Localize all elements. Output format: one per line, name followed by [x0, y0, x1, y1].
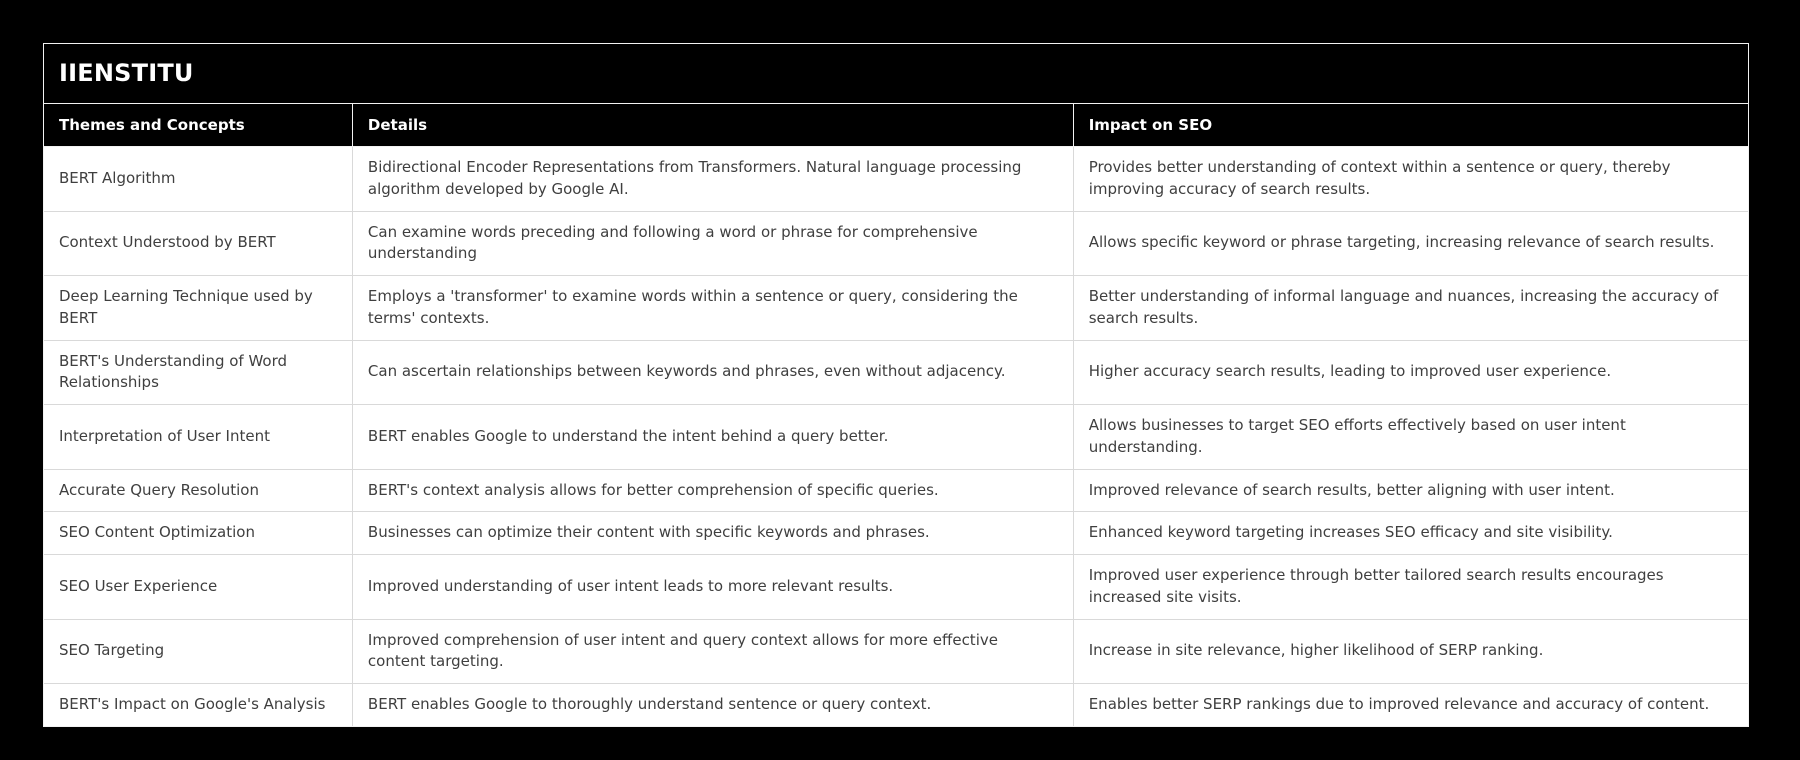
table-row — [44, 555, 1748, 620]
theme-cell: Context Understood by BERT — [44, 211, 352, 276]
details-cell: Can examine words preceding and following a word or phrase for comprehensive understanding — [352, 211, 1073, 276]
details-cell: BERT's context analysis allows for better comprehension of specific queries. — [352, 469, 1073, 512]
details-cell: BERT enables Google to thoroughly understand sentence or query context. — [352, 684, 1073, 726]
table-row — [44, 405, 1748, 470]
theme-cell: BERT's Impact on Google's Analysis — [44, 684, 352, 726]
theme-cell: SEO Content Optimization — [44, 512, 352, 555]
details-cell: Bidirectional Encoder Representations from Transformers. Natural language processing algorithm developed by Google AI. — [352, 147, 1073, 212]
details-cell: BERT enables Google to understand the intent behind a query better. — [352, 405, 1073, 470]
impact-cell: Better understanding of informal language and nuances, increasing the accuracy of search results. — [1073, 276, 1748, 341]
impact-cell: Enables better SERP rankings due to improved relevance and accuracy of content. — [1073, 684, 1748, 726]
table-header — [44, 104, 1748, 147]
impact-cell: Provides better understanding of context within a sentence or query, thereby improving accuracy of search results. — [1073, 147, 1748, 212]
impact-cell: Higher accuracy search results, leading to improved user experience. — [1073, 340, 1748, 405]
impact-cell: Increase in site relevance, higher likelihood of SERP ranking. — [1073, 619, 1748, 684]
table-row — [44, 512, 1748, 555]
table-card — [43, 43, 1749, 727]
theme-cell: BERT Algorithm — [44, 147, 352, 212]
table-row — [44, 211, 1748, 276]
details-cell: Improved understanding of user intent leads to more relevant results. — [352, 555, 1073, 620]
theme-cell: BERT's Understanding of Word Relationships — [44, 340, 352, 405]
details-cell: Improved comprehension of user intent and query context allows for more effective content targeting. — [352, 619, 1073, 684]
theme-cell: SEO Targeting — [44, 619, 352, 684]
table-row — [44, 340, 1748, 405]
theme-cell: SEO User Experience — [44, 555, 352, 620]
table-row — [44, 276, 1748, 341]
theme-cell: Deep Learning Technique used by BERT — [44, 276, 352, 341]
table-row — [44, 147, 1748, 212]
header-row — [44, 104, 1748, 147]
table-body — [44, 147, 1748, 726]
impact-cell: Improved relevance of search results, better aligning with user intent. — [1073, 469, 1748, 512]
impact-cell: Improved user experience through better tailored search results encourages increased site visits. — [1073, 555, 1748, 620]
bert-seo-table — [44, 104, 1748, 726]
details-cell: Can ascertain relationships between keywords and phrases, even without adjacency. — [352, 340, 1073, 405]
column-header-impact: Impact on SEO — [1073, 104, 1748, 147]
theme-cell: Interpretation of User Intent — [44, 405, 352, 470]
column-header-themes: Themes and Concepts — [44, 104, 352, 147]
impact-cell: Allows businesses to target SEO efforts effectively based on user intent understanding. — [1073, 405, 1748, 470]
impact-cell: Enhanced keyword targeting increases SEO efficacy and site visibility. — [1073, 512, 1748, 555]
details-cell: Employs a 'transformer' to examine words within a sentence or query, considering the terms' contexts. — [352, 276, 1073, 341]
table-row — [44, 469, 1748, 512]
theme-cell: Accurate Query Resolution — [44, 469, 352, 512]
details-cell: Businesses can optimize their content with specific keywords and phrases. — [352, 512, 1073, 555]
table-row — [44, 619, 1748, 684]
table-row — [44, 684, 1748, 726]
card-title: IIENSTITU — [44, 44, 1748, 104]
column-header-details: Details — [352, 104, 1073, 147]
impact-cell: Allows specific keyword or phrase targeting, increasing relevance of search results. — [1073, 211, 1748, 276]
